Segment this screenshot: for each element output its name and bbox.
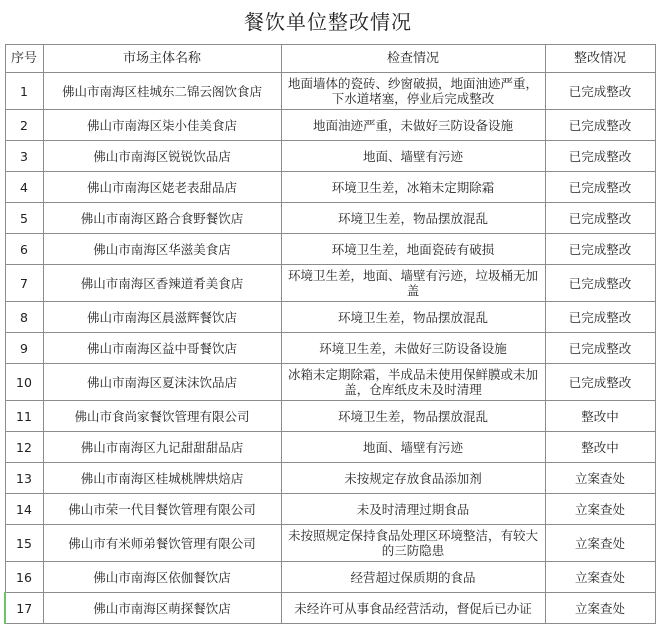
row-status: 已完成整改 (545, 234, 655, 265)
row-entity-name: 佛山市南海区柒小佳美食店 (43, 110, 281, 141)
row-entity-name: 佛山市有米师弟餐饮管理有限公司 (43, 525, 281, 562)
row-entity-name: 佛山市南海区九记甜甜甜品店 (43, 432, 281, 463)
row-status: 已完成整改 (545, 73, 655, 110)
row-serial: 7 (5, 265, 43, 302)
table-row (5, 333, 655, 364)
row-serial: 6 (5, 234, 43, 265)
table-row (5, 302, 655, 333)
row-inspection: 未经许可从事食品经营活动，督促后已办证 (281, 593, 545, 624)
row-entity-name: 佛山市南海区路合食野餐饮店 (43, 203, 281, 234)
row-status: 已完成整改 (545, 110, 655, 141)
row-entity-name: 佛山市南海区依伽餐饮店 (43, 562, 281, 593)
table-row (5, 265, 655, 302)
table-row (5, 525, 655, 562)
header-inspection: 检查情况 (281, 45, 545, 73)
row-entity-name: 佛山市南海区益中哥餐饮店 (43, 333, 281, 364)
row-inspection: 环境卫生差，物品摆放混乱 (281, 401, 545, 432)
row-serial: 5 (5, 203, 43, 234)
row-inspection: 地面、墙壁有污迹 (281, 432, 545, 463)
row-serial: 1 (5, 73, 43, 110)
table-row (5, 203, 655, 234)
row-inspection: 经营超过保质期的食品 (281, 562, 545, 593)
row-serial: 15 (5, 525, 43, 562)
row-status: 已完成整改 (545, 172, 655, 203)
row-status: 立案查处 (545, 562, 655, 593)
row-serial: 8 (5, 302, 43, 333)
row-serial: 17 (5, 593, 43, 624)
table-row (5, 141, 655, 172)
row-serial: 11 (5, 401, 43, 432)
table-row (5, 73, 655, 110)
row-inspection: 地面墙体的瓷砖、纱窗破损，地面油迹严重，下水道堵塞，停业后完成整改 (281, 73, 545, 110)
row-serial: 2 (5, 110, 43, 141)
row-inspection: 未按规定存放食品添加剂 (281, 463, 545, 494)
row-status: 已完成整改 (545, 302, 655, 333)
row-inspection: 地面油迹严重，未做好三防设备设施 (281, 110, 545, 141)
table-row (5, 593, 655, 624)
row-inspection: 地面、墙壁有污迹 (281, 141, 545, 172)
row-status: 已完成整改 (545, 364, 655, 401)
row-inspection: 环境卫生差，物品摆放混乱 (281, 302, 545, 333)
row-status: 已完成整改 (545, 265, 655, 302)
row-entity-name: 佛山市南海区香辣道肴美食店 (43, 265, 281, 302)
row-inspection: 冰箱未定期除霜，半成品未使用保鲜膜或未加盖，仓库纸皮未及时清理 (281, 364, 545, 401)
table-header-row (5, 45, 655, 73)
row-entity-name: 佛山市南海区姥老表甜品店 (43, 172, 281, 203)
row-status: 已完成整改 (545, 141, 655, 172)
row-serial: 9 (5, 333, 43, 364)
row-status: 整改中 (545, 432, 655, 463)
table-row (5, 110, 655, 141)
row-inspection: 环境卫生差，地面、墙壁有污迹，垃圾桶无加盖 (281, 265, 545, 302)
row-entity-name: 佛山市南海区夏沫沫饮品店 (43, 364, 281, 401)
row-status: 立案查处 (545, 494, 655, 525)
row-inspection: 环境卫生差，物品摆放混乱 (281, 203, 545, 234)
header-entity-name: 市场主体名称 (43, 45, 281, 73)
row-inspection: 环境卫生差，冰箱未定期除霜 (281, 172, 545, 203)
table-row (5, 562, 655, 593)
row-serial: 12 (5, 432, 43, 463)
row-entity-name: 佛山市荣一代目餐饮管理有限公司 (43, 494, 281, 525)
table-row (5, 172, 655, 203)
row-entity-name: 佛山市南海区萌探餐饮店 (43, 593, 281, 624)
header-status: 整改情况 (545, 45, 655, 73)
row-status: 已完成整改 (545, 203, 655, 234)
header-serial: 序号 (5, 45, 43, 73)
row-serial: 3 (5, 141, 43, 172)
row-entity-name: 佛山市南海区桂城桃牌烘焙店 (43, 463, 281, 494)
row-inspection: 未按照规定保持食品处理区环境整洁，有较大的三防隐患 (281, 525, 545, 562)
row-status: 立案查处 (545, 463, 655, 494)
row-serial: 16 (5, 562, 43, 593)
row-entity-name: 佛山市食尚家餐饮管理有限公司 (43, 401, 281, 432)
row-serial: 4 (5, 172, 43, 203)
row-status: 立案查处 (545, 525, 655, 562)
row-inspection: 环境卫生差，地面瓷砖有破损 (281, 234, 545, 265)
row-entity-name: 佛山市南海区锐锐饮品店 (43, 141, 281, 172)
table-row (5, 234, 655, 265)
row-serial: 14 (5, 494, 43, 525)
row-entity-name: 佛山市南海区华滋美食店 (43, 234, 281, 265)
row-entity-name: 佛山市南海区桂城东二锦云阁饮食店 (43, 73, 281, 110)
row-inspection: 未及时清理过期食品 (281, 494, 545, 525)
row-inspection: 环境卫生差，未做好三防设备设施 (281, 333, 545, 364)
page-title: 餐饮单位整改情况 (244, 10, 412, 34)
table-row (5, 432, 655, 463)
table-row (5, 494, 655, 525)
row-status: 已完成整改 (545, 333, 655, 364)
row-status: 整改中 (545, 401, 655, 432)
row-status: 立案查处 (545, 593, 655, 624)
table-row (5, 401, 655, 432)
row-serial: 13 (5, 463, 43, 494)
row-serial: 10 (5, 364, 43, 401)
row-entity-name: 佛山市南海区晨滋辉餐饮店 (43, 302, 281, 333)
rectification-table (4, 44, 656, 624)
table-row (5, 364, 655, 401)
table-row (5, 463, 655, 494)
